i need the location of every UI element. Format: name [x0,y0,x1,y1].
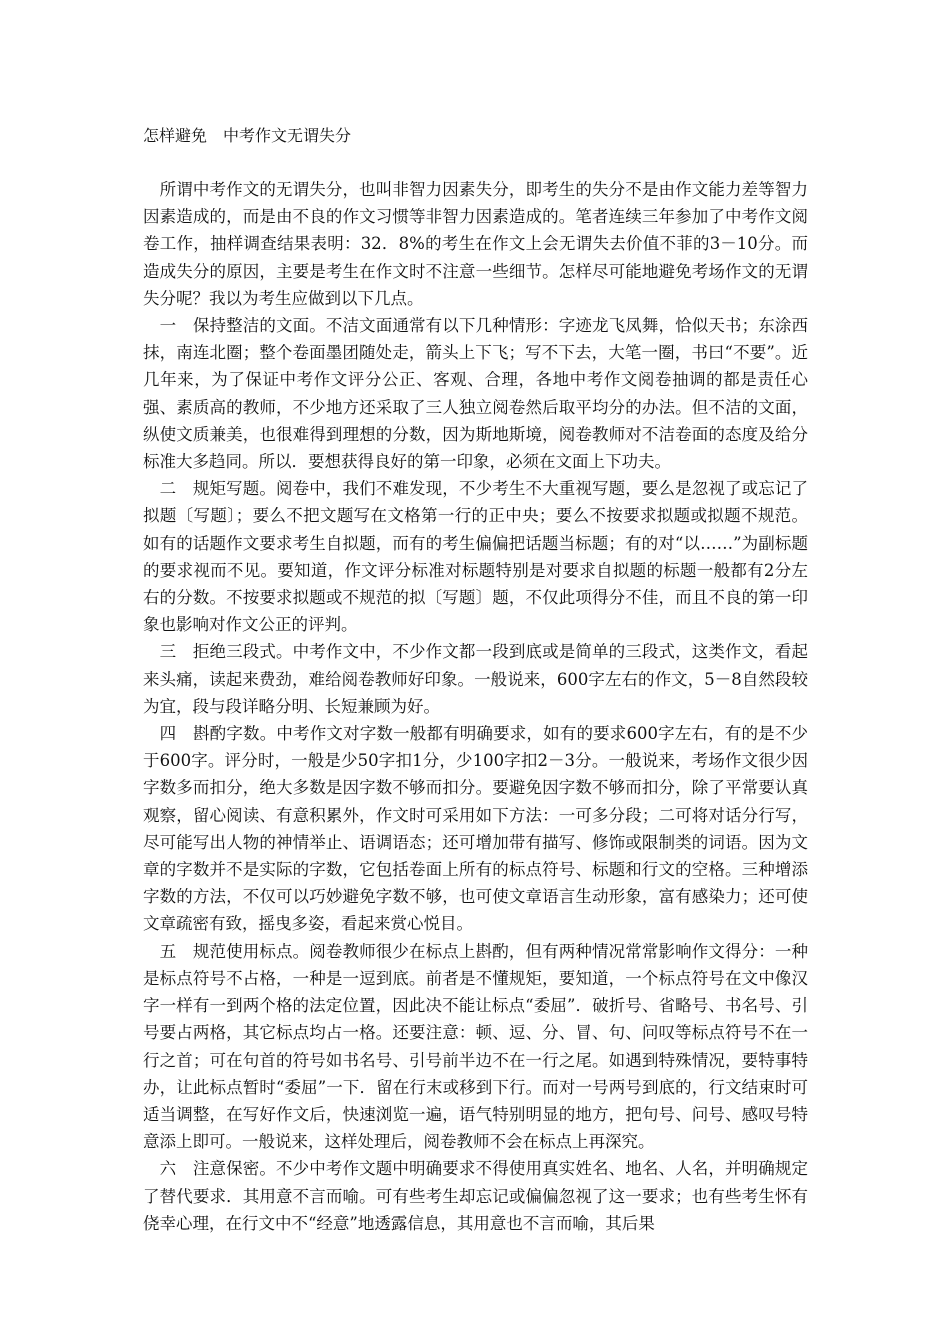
paragraph-point-2: 二 规矩写题。阅卷中，我们不难发现，不少考生不大重视写题，要么是忽视了或忘记了拟题〔写题〕；要么不把文题写在文格第一行的正中央；要么不按要求拟题或拟题不规范。如有的话题作文要求考生自拟题，而有的考生偏偏把话题当标题；有的对“以……”为副标题的要求视而不见。要知道，作文评分标准对标题特别是对要求自拟题的标题一般都有2分左右的分数。不按要求拟题或不规范的拟〔写题〕题，不仅此项得分不佳，而且不良的第一印象也影响对作文公正的评判。 [143,479,808,635]
paragraph-point-6: 六 注意保密。不少中考作文题中明确要求不得使用真实姓名、地名、人名，并明确规定了替代要求．其用意不言而喻。可有些考生却忘记或偏偏忽视了这一要求；也有些考生怀有侥幸心理，在行文中不“经意”地透露信息，其用意也不言而喻，其后果 [143,1159,808,1233]
document-body [143,176,808,1237]
paragraph-point-5: 五 规范使用标点。阅卷教师很少在标点上斟酌，但有两种情况常常影响作文得分：一种是标点符号不占格，一种是一逗到底。前者是不懂规矩，要知道，一个标点符号在文中像汉字一样有一到两个格的法定位置，因此决不能让标点“委屈”．破折号、省略号、书名号、引号要占两格，其它标点均占一格。还要注意：顿、逗、分、冒、句、问叹等标点符号不在一行之首；可在句首的符号如书名号、引号前半边不在一行之尾。如遇到特殊情况，要特事特办，让此标点暂时“委屈”一下．留在行末或移到下行。而对一号两号到底的，行文结束时可适当调整，在写好作文后，快速浏览一遍，语气特别明显的地方，把句号、问号、感叹号特意添上即可。一般说来，这样处理后，阅卷教师不会在标点上再深究。 [143,941,808,1152]
paragraph-point-1: 一 保持整洁的文面。不洁文面通常有以下几种情形：字迹龙飞凤舞，恰似天书；东涂西抹，南连北圈；整个卷面墨团随处走，箭头上下飞；写不下去，大笔一圈，书曰“不要”。近几年来，为了保证中考作文评分公正、客观、合理，各地中考作文阅卷抽调的都是责任心强、素质高的教师，不少地方还采取了三人独立阅卷然后取平均分的办法。但不洁的文面，纵使文质兼美，也很难得到理想的分数，因为斯地斯境，阅卷教师对不洁卷面的态度及给分标准大多趋同。所以．要想获得良好的第一印象，必须在文面上下功夫。 [143,316,808,472]
paragraph-intro: 所谓中考作文的无谓失分，也叫非智力因素失分，即考生的失分不是由作文能力差等智力因素造成的，而是由不良的作文习惯等非智力因素造成的。笔者连续三年参加了中考作文阅卷工作，抽样调查结果表明：32．8%的考生在作文上会无谓失去价值不菲的3－10分。而造成失分的原因，主要是考生在作文时不注意一些细节。怎样尽可能地避免考场作文的无谓失分呢？我以为考生应做到以下几点。 [143,180,808,308]
paragraph-point-4: 四 斟酌字数。中考作文对字数一般都有明确要求，如有的要求600字左右，有的是不少于600字。评分时，一般是少50字扣1分，少100字扣2－3分。一般说来，考场作文很少因字数多而扣分，绝大多数是因字数不够而扣分。要避免因字数不够而扣分，除了平常要认真观察，留心阅读、有意积累外，作文时可采用如下方法：一可多分段；二可将对话分行写，尽可能写出人物的神情举止、语调语态；还可增加带有描写、修饰或限制类的词语。因为文章的字数并不是实际的字数，它包括卷面上所有的标点符号、标题和行文的空格。三种增添字数的方法，不仅可以巧妙避免字数不够，也可使文章语言生动形象，富有感染力；还可使文章疏密有致，摇曳多姿，看起来赏心悦目。 [143,724,808,934]
paragraph-point-3: 三 拒绝三段式。中考作文中，不少作文都一段到底或是简单的三段式，这类作文，看起来头痛，读起来费劲，难给阅卷教师好印象。一般说来，600字左右的作文，5－8自然段较为宜，段与段详略分明、长短兼顾为好。 [143,642,808,716]
document-title: 怎样避免 中考作文无谓失分 [143,126,352,145]
